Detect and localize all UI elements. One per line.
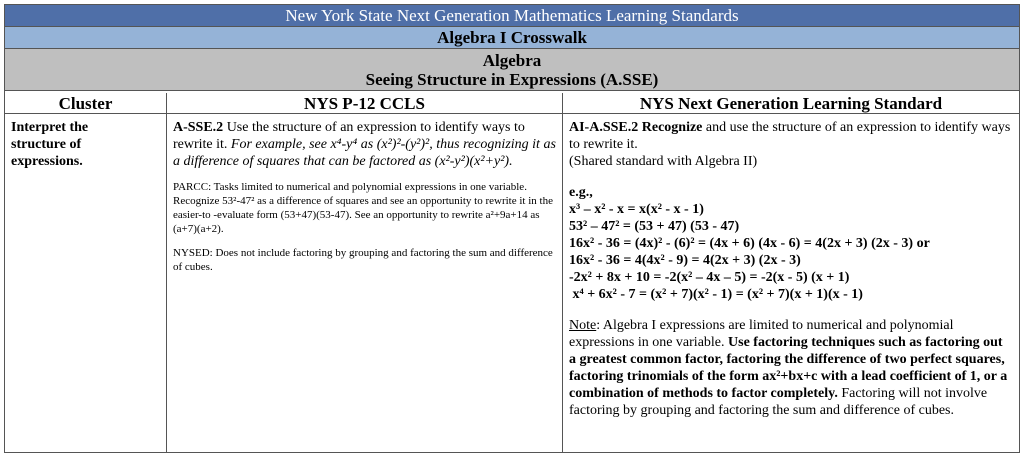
ccls-column: [167, 93, 563, 452]
document-title: New York State Next Generation Mathematics Learning Standards: [5, 5, 1019, 27]
domain-header: [5, 49, 1019, 91]
algebra-note: Note: Algebra I expressions are limited to numerical and polynomial expressions in one variable. Use factoring techniques such as factoring out a greatest common factor, factoring the difference of two perfect squares, factoring trinomials of the form ax²+bx+c with a lead coefficient of 1, or a combination of methods to factor completely. Factoring will not involve factoring by grouping and factoring the sum and difference of cubes.: [569, 318, 1008, 418]
parcc-note: PARCC: Tasks limited to numerical and polynomial expressions in one variable. Recognize 53²-47² as a difference of squares and see an opportunity to rewrite it in the easier-to -evaluate form (53+47)(53-47). See an opportunity to rewrite a²+9a+14 as (a+7)(a+2).: [173, 181, 553, 235]
crosswalk-title: Algebra I Crosswalk: [5, 27, 1019, 49]
nextgen-code: AI-A.SSE.2: [569, 120, 639, 135]
example-line: 16x² - 36 = 4(4x² - 9) = 4(2x + 3) (2x - 3): [569, 253, 801, 268]
domain-title: Algebra: [482, 51, 542, 70]
column-header-ccls: NYS P-12 CCLS: [167, 93, 562, 114]
shared-standard-note: (Shared standard with Algebra II): [569, 154, 758, 169]
cluster-column: [5, 93, 167, 452]
eg-label: e.g.,: [569, 185, 593, 200]
example-line: x³ – x² - x = x(x² - x - 1): [569, 202, 704, 217]
ccls-cell: [167, 114, 562, 274]
standards-grid: [5, 93, 1019, 452]
example-line: 53² – 47² = (53 + 47) (53 - 47): [569, 219, 740, 234]
example-line: -2x² + 8x + 10 = -2(x² – 4x – 5) = -2(x - 5) (x + 1): [569, 270, 850, 285]
nysed-note: NYSED: Does not include factoring by grouping and factoring the sum and difference of cubes.: [173, 247, 553, 273]
ccls-example: For example, see x⁴-y⁴ as (x²)²-(y²)², thus recognizing it as a difference of squares that can be factored as (x²-y²)(x²+y²).: [173, 137, 556, 169]
ccls-code: A-SSE.2: [173, 120, 224, 135]
example-line: x⁴ + 6x² - 7 = (x² + 7)(x² - 1) = (x² + 7)(x + 1)(x - 1): [569, 287, 863, 302]
example-line: 16x² - 36 = (4x)² - (6)² = (4x + 6) (4x - 6) = 4(2x + 3) (2x - 3) or: [569, 236, 930, 251]
column-header-nextgen: NYS Next Generation Learning Standard: [563, 93, 1019, 114]
nextgen-cell: [563, 114, 1019, 419]
crosswalk-table: [4, 4, 1020, 453]
subdomain-title: Seeing Structure in Expressions (A.SSE): [365, 70, 659, 89]
nextgen-column: [563, 93, 1019, 452]
column-header-cluster: Cluster: [5, 93, 166, 114]
ccls-text: Use the structure of an expression to identify ways to rewrite it.: [173, 120, 525, 152]
ccls-standard: [173, 119, 556, 170]
nextgen-standard: AI-A.SSE.2 Recognize and use the structure of an expression to identify ways to rewrite it.: [569, 120, 1011, 152]
cluster-cell: Interpret the structure of expressions.: [11, 120, 89, 169]
note-label: Note: [569, 318, 597, 333]
